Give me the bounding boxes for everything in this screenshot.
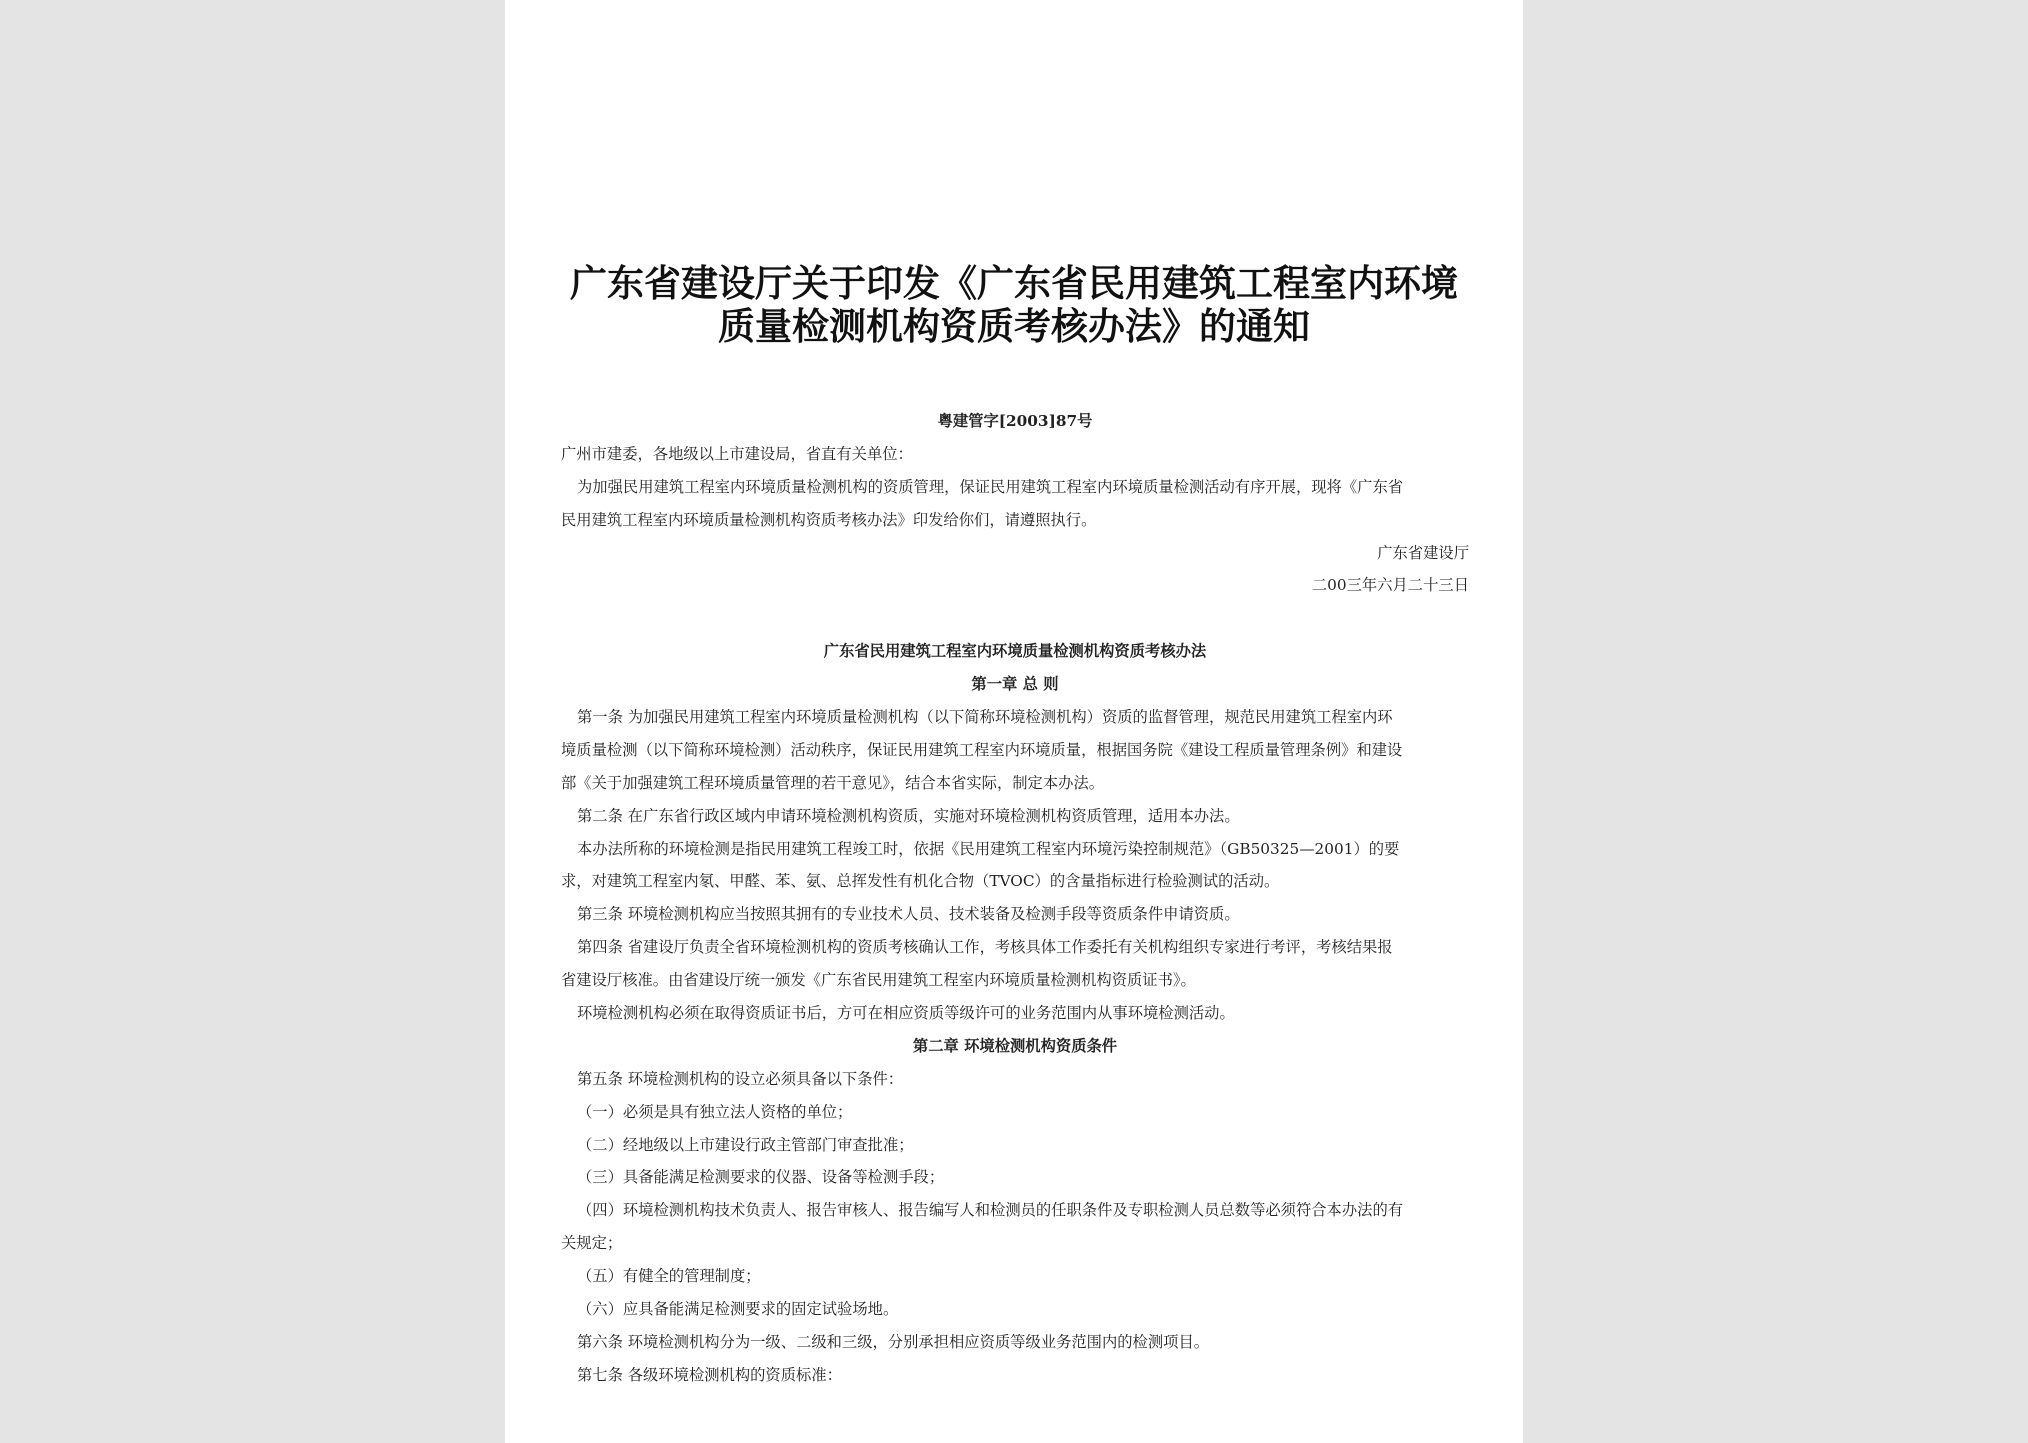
title-line-1: 广东省建设厅关于印发《广东省民用建筑工程室内环境 xyxy=(570,262,1458,305)
condition-1: （一）必须是具有独立法人资格的单位； xyxy=(577,1102,853,1121)
article-2: 第二条 在广东省行政区域内申请环境检测机构资质，实施对环境检测机构资质管理，适用本办法。 xyxy=(577,806,1240,825)
article-6: 第六条 环境检测机构分为一级、二级和三级，分别承担相应资质等级业务范围内的检测项目。 xyxy=(577,1332,1210,1351)
document-body xyxy=(561,405,1469,1392)
intro-line-1: 为加强民用建筑工程室内环境质量检测机构的资质管理，保证民用建筑工程室内环境质量检测活动有序开展，现将《广东省 xyxy=(577,477,1404,496)
title-line-2: 质量检测机构资质考核办法》的通知 xyxy=(718,305,1310,348)
article-2-note-line-1: 本办法所称的环境检测是指民用建筑工程竣工时，依据《民用建筑工程室内环境污染控制规范》（GB50325—2001）的要 xyxy=(577,839,1400,858)
date: 二00三年六月二十三日 xyxy=(1311,576,1469,595)
article-5: 第五条 环境检测机构的设立必须具备以下条件： xyxy=(577,1069,904,1088)
condition-3: （三）具备能满足检测要求的仪器、设备等检测手段； xyxy=(577,1168,945,1187)
article-4-line-1: 第四条 省建设厅负责全省环境检测机构的资质考核确认工作，考核具体工作委托有关机构组织专家进行考评，考核结果报 xyxy=(577,938,1393,957)
measures-title: 广东省民用建筑工程室内环境质量检测机构资质考核办法 xyxy=(823,642,1207,661)
condition-4-line-1: （四）环境检测机构技术负责人、报告审核人、报告编写人和检测员的任职条件及专职检测人员总数等必须符合本办法的有 xyxy=(577,1201,1404,1220)
document-page xyxy=(505,0,1523,1443)
article-2-note-line-2: 求，对建筑工程室内氡、甲醛、苯、氨、总挥发性有机化合物（TVOC）的含量指标进行检验测试的活动。 xyxy=(561,872,1280,891)
article-1-line-1: 第一条 为加强民用建筑工程室内环境质量检测机构（以下简称环境检测机构）资质的监督管理，规范民用建筑工程室内环 xyxy=(577,708,1393,727)
recipients: 广州市建委，各地级以上市建设局，省直有关单位： xyxy=(561,444,913,463)
document-title xyxy=(505,262,1523,348)
signature: 广东省建设厅 xyxy=(1377,543,1469,562)
article-4-line-2: 省建设厅核准。由省建设厅统一颁发《广东省民用建筑工程室内环境质量检测机构资质证书》。 xyxy=(561,971,1196,990)
article-1-line-2: 境质量检测（以下简称环境检测）活动秩序，保证民用建筑工程室内环境质量，根据国务院《建设工程质量管理条例》和建设 xyxy=(561,740,1403,759)
intro-line-2: 民用建筑工程室内环境质量检测机构资质考核办法》印发给你们，请遵照执行。 xyxy=(561,510,1097,529)
chapter-1-heading: 第一章 总 则 xyxy=(971,675,1059,694)
condition-2: （二）经地级以上市建设行政主管部门审查批准； xyxy=(577,1135,914,1154)
article-3: 第三条 环境检测机构应当按照其拥有的专业技术人员、技术装备及检测手段等资质条件申请资质。 xyxy=(577,905,1240,924)
article-7: 第七条 各级环境检测机构的资质标准： xyxy=(577,1365,842,1384)
condition-5: （五）有健全的管理制度； xyxy=(577,1267,761,1286)
condition-4-line-2: 关规定； xyxy=(561,1234,623,1253)
article-4-note: 环境检测机构必须在取得资质证书后，方可在相应资质等级许可的业务范围内从事环境检测活动。 xyxy=(577,1004,1235,1023)
chapter-2-heading: 第二章 环境检测机构资质条件 xyxy=(912,1036,1118,1055)
doc-number: 粤建管字[2003]87号 xyxy=(937,412,1093,430)
condition-6: （六）应具备能满足检测要求的固定试验场地。 xyxy=(577,1300,899,1319)
article-1-line-3: 部《关于加强建筑工程环境质量管理的若干意见》，结合本省实际，制定本办法。 xyxy=(561,773,1105,792)
